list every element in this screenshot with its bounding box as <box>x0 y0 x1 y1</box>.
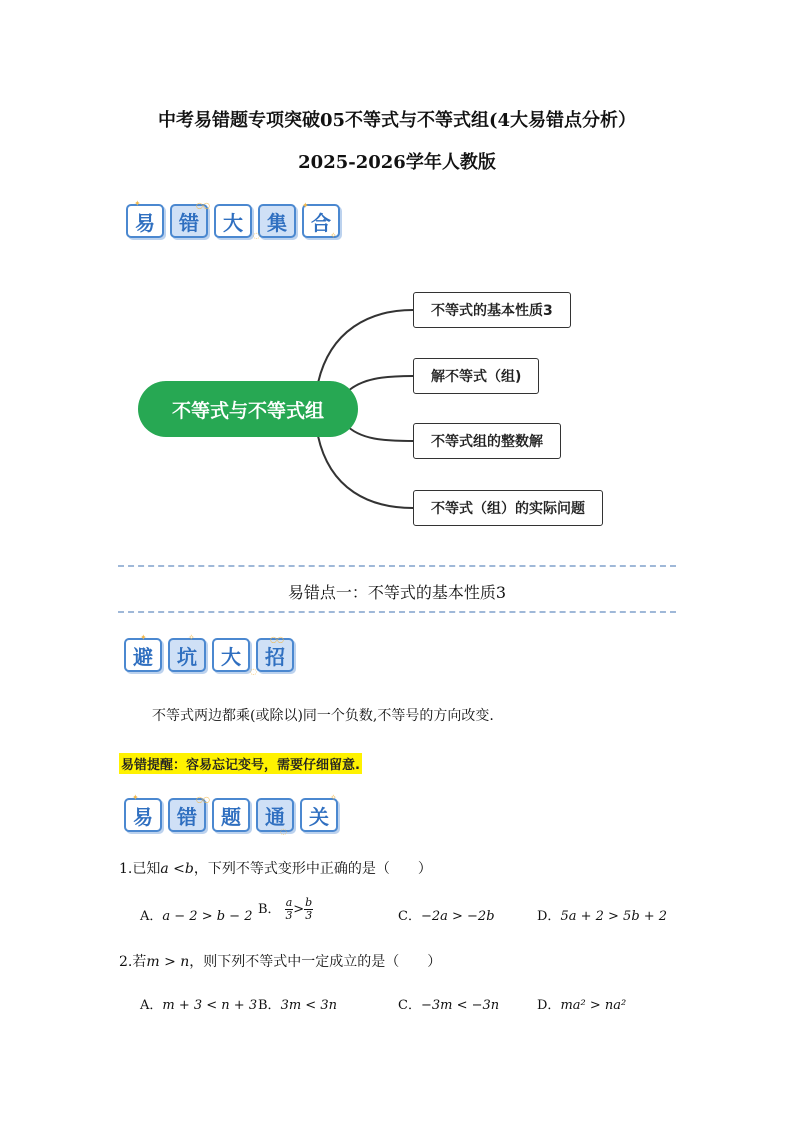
banner-tile: 坑 <box>168 638 206 672</box>
question-condition: a <b <box>160 861 194 877</box>
error-reminder: 易错提醒：容易忘记变号，需要仔细留意. <box>119 753 362 774</box>
option-operator: > <box>293 902 305 917</box>
option-expr: a − 2 > b − 2 <box>162 909 253 924</box>
sparkle-icon: ◌ <box>253 231 260 240</box>
section-divider <box>118 611 676 613</box>
fraction: $\frac{b}{3}$ <box>305 896 313 922</box>
fraction: $\frac{a}{3}$ <box>285 896 293 922</box>
sparkle-icon: ○○ <box>270 635 284 644</box>
sparkle-icon: ○○ <box>196 795 210 804</box>
banner-tile: 关 <box>300 798 338 832</box>
rule-text: 不等式两边都乘(或除以)同一个负数,不等号的方向改变. <box>152 708 494 724</box>
banner-tile: 集 <box>258 204 296 238</box>
option-1c[interactable] <box>398 905 495 924</box>
option-label: A． <box>140 909 163 924</box>
question-text: ，下列不等式变形中正确的是（ ） <box>193 861 432 877</box>
option-expr: m + 3 < n + 3 <box>162 998 258 1013</box>
page-subtitle: 2025-2026学年人教版 <box>298 152 496 173</box>
sparkle-icon: ✦ <box>140 633 147 642</box>
option-expr: ma² > na² <box>560 998 627 1013</box>
sparkle-icon: ◌ <box>250 667 257 676</box>
mindmap-node: 解不等式（组) <box>413 358 539 394</box>
question-condition: m > n <box>146 954 190 970</box>
option-label: C． <box>398 909 421 924</box>
option-1b[interactable] <box>258 897 313 922</box>
banner-tile: 错 <box>168 798 206 832</box>
option-label: B． <box>258 902 281 917</box>
sparkle-icon: ✧ <box>330 231 337 240</box>
option-label: D． <box>537 998 561 1013</box>
section-divider <box>118 565 676 567</box>
option-label: C． <box>398 998 421 1013</box>
banner-tile: 错 <box>170 204 208 238</box>
option-2b[interactable] <box>258 994 337 1013</box>
banner-tile: 通 <box>256 798 294 832</box>
mindmap-node: 不等式组的整数解 <box>413 423 561 459</box>
option-expr: −2a > −2b <box>420 909 495 924</box>
option-1a[interactable] <box>140 905 252 924</box>
banner-tile: 题 <box>212 798 250 832</box>
option-expr: 5a + 2 > 5b + 2 <box>560 909 668 924</box>
banner-tile: 避 <box>124 638 162 672</box>
page-title: 中考易错题专项突破05不等式与不等式组(4大易错点分析） <box>157 110 637 131</box>
sparkle-icon: ◌ <box>280 827 287 836</box>
option-2a[interactable] <box>140 994 257 1013</box>
sparkle-icon: ✦ <box>132 793 139 802</box>
mindmap-center-node: 不等式与不等式组 <box>138 381 358 437</box>
banner-tile: 易 <box>126 204 164 238</box>
option-label: B． <box>258 998 281 1013</box>
question-1 <box>119 858 432 878</box>
question-2 <box>119 951 441 971</box>
banner-practice <box>124 795 338 832</box>
sparkle-icon: ○○ <box>196 201 210 210</box>
sparkle-icon: ✧ <box>188 633 195 642</box>
question-prefix: 1.已知 <box>119 861 161 877</box>
option-2d[interactable] <box>537 994 626 1013</box>
banner-tile: 大 <box>214 204 252 238</box>
question-prefix: 2.若 <box>119 954 147 970</box>
banner-tile: 招 <box>256 638 294 672</box>
sparkle-icon: ✦ <box>302 201 309 210</box>
option-expr: −3m < −3n <box>420 998 500 1013</box>
banner-tile: 大 <box>212 638 250 672</box>
question-text: ，则下列不等式中一定成立的是（ ） <box>189 954 442 970</box>
mindmap-node: 不等式的基本性质3 <box>413 292 571 328</box>
sparkle-icon: ✦ <box>134 199 141 208</box>
option-label: D． <box>537 909 561 924</box>
banner-tile: 易 <box>124 798 162 832</box>
option-2c[interactable] <box>398 994 499 1013</box>
option-label: A． <box>140 998 163 1013</box>
mindmap-node: 不等式（组）的实际问题 <box>413 490 603 526</box>
option-expr: 3m < 3n <box>280 998 337 1013</box>
section-heading: 易错点一：不等式的基本性质3 <box>287 583 507 602</box>
sparkle-icon: ✧ <box>330 793 337 802</box>
banner-tile: 合 <box>302 204 340 238</box>
banner-avoid-pitfalls <box>124 635 294 672</box>
option-1d[interactable] <box>537 905 667 924</box>
